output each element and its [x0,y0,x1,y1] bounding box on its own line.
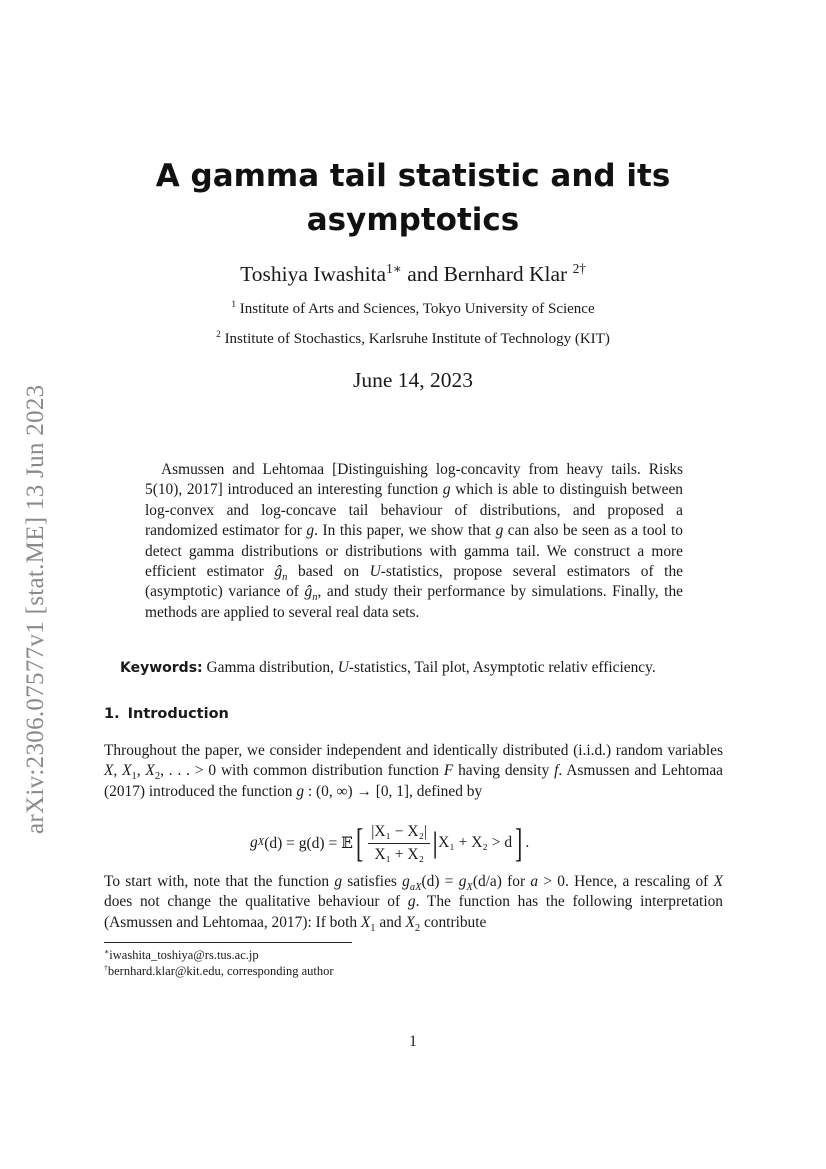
author-connector: and [407,262,439,286]
abstract [145,460,683,623]
keywords-text: Gamma distribution, U-statistics, Tail plot, Asymptotic relativ efficiency. [206,659,656,676]
intro-paragraph-2: To start with, note that the function g satisfies $g_{aX}(d) = g_X(d/a)$ for a > 0. Hence, a rescaling of X does not change the qualitative behaviour of g. The function has the following interpretation (Asmussen and Lehtomaa, 2017): If both $X_1$ and $X_2$ contribute [104,873,723,934]
footnote-2-mark: † [104,962,108,972]
definition-equation [250,818,590,868]
affiliation-1-mark: 1 [231,300,237,310]
arxiv-identifier-stamp: arXiv:2306.07577v1 [stat.ME] 13 Jun 2023 [22,384,49,834]
author-1-marks: 1∗ [386,260,402,276]
paper-title [150,154,676,242]
affiliation-2-mark: 2 [216,330,221,340]
fraction-numerator: |X₁ − X₂| [368,823,430,844]
publication-date: June 14, 2023 [352,368,474,392]
section-number: 1. [104,706,120,722]
author-2: Bernhard Klar [443,262,568,286]
intro-paragraph-1: Throughout the paper, we consider independent and identically distributed (i.i.d.) random variables X, $X_1$, $X_2$, . . . > 0 with common distribution function F having density f. Asmussen and Lehtomaa (2017) introduced the function g : (0, ∞) → [0, 1], defined by [104,742,723,800]
affiliation-2-text: Institute of Stochastics, Karlsruhe Institute of Technology (KIT) [224,331,610,347]
author-2-marks: 2† [572,260,586,276]
affiliation-2 [100,331,726,348]
affiliation-1-text: Institute of Arts and Sciences, Tokyo University of Science [239,301,595,317]
section-heading-introduction [104,706,229,722]
left-bracket: [ [355,820,364,865]
keywords-line [120,659,730,677]
keywords-label: Keywords: [120,660,203,676]
equation-lhs-sub: X [257,837,265,848]
fraction-denominator: X₁ + X₂ [374,845,425,863]
footnote-2 [104,964,334,979]
footnote-1-mark: ∗ [104,946,110,956]
equation-end: . [525,834,530,851]
section-title: Introduction [127,706,229,722]
equation-lhs: g [250,834,258,851]
equation-fraction [368,823,430,864]
footnote-1-text: iwashita_toshiya@rs.tus.ac.jp [109,948,259,962]
affiliation-1 [100,301,726,318]
equation-condition: X₁ + X₂ > d [438,834,513,851]
condition-bar: | [432,826,439,859]
footnote-2-text: bernhard.klar@kit.edu, corresponding author [107,964,334,978]
title-line-2: asymptotics [306,202,520,238]
equation-lhs-arg: (d) = g(d) = 𝔼 [264,834,353,852]
title-line-1: A gamma tail statistic and its [155,158,671,194]
right-bracket: ] [515,820,523,865]
abstract-paragraph: Asmussen and Lehtomaa [Distinguishing log-concavity from heavy tails. Risks 5(10), 2017] introduced an interesting function g which is able to distinguish between log-convex and log-concave tail behaviour of distributions, and proposed a randomized estimator for g. In this paper, we show that g can also be seen as a tool to detect gamma distributions or distributions with gamma tail. We construct a more efficient estimator $ĝ_n$ based on U-statistics, propose several estimators of the (asymptotic) variance of $ĝ_n$, and study their performance by simulations. Finally, the methods are applied to several real data sets. [145,461,684,621]
footnote-divider [104,942,352,943]
footnote-1 [104,948,259,963]
author-list [100,262,726,287]
page-number: 1 [409,1033,417,1050]
author-1: Toshiya Iwashita [240,262,387,286]
